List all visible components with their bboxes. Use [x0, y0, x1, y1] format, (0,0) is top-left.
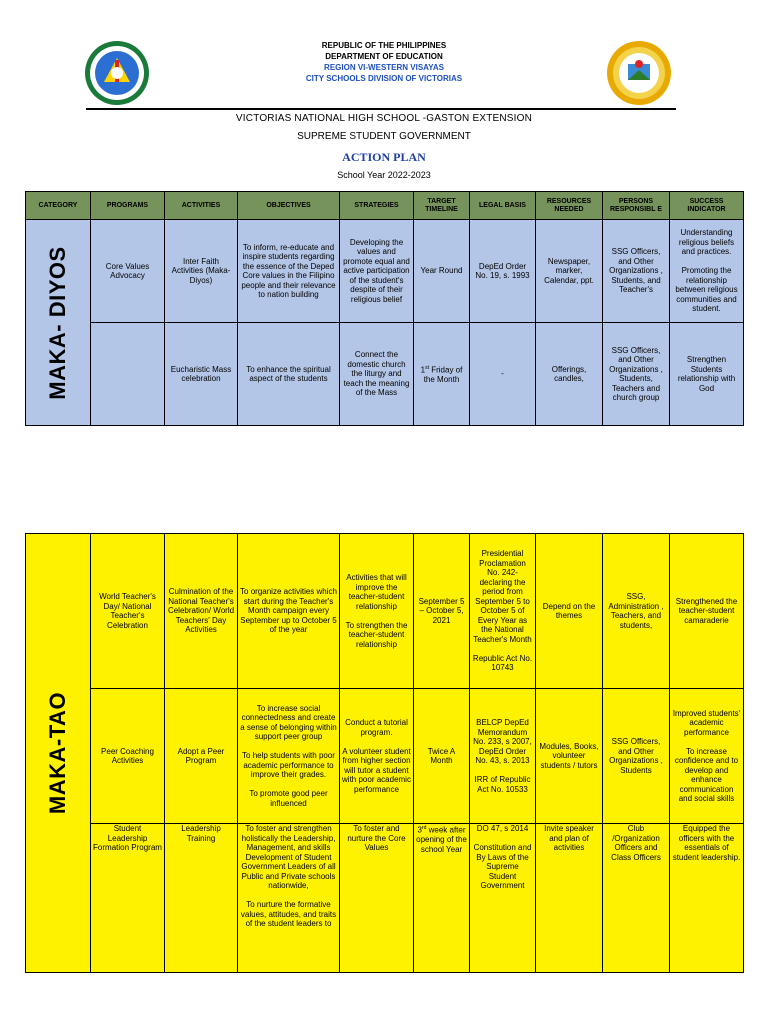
- strategy-cell: To foster and nurture the Core Values: [340, 824, 414, 973]
- maka-tao-table: [25, 533, 744, 973]
- indicator-cell: Strengthen Students relationship with God: [670, 323, 744, 426]
- table-row: [26, 689, 744, 824]
- activity-cell: Leadership Training: [165, 824, 238, 973]
- school-seal-logo: [606, 40, 672, 106]
- timeline-cell: Year Round: [414, 220, 470, 323]
- column-header: TARGET TIMELINE: [414, 192, 470, 220]
- activity-cell: Adopt a Peer Program: [165, 689, 238, 824]
- persons-cell: Club /Organization Officers and Class Officers: [603, 824, 670, 973]
- persons-cell: SSG Officers, and Other Organizations , Students: [603, 689, 670, 824]
- timeline-cell: [414, 824, 470, 973]
- persons-cell: SSG, Administration , Teachers, and students,: [603, 534, 670, 689]
- category-cell: [26, 220, 91, 426]
- column-header: CATEGORY: [26, 192, 91, 220]
- region-line: REGION VI-WESTERN VISAYAS: [324, 63, 444, 72]
- timeline-cell: September 5 – October 5, 2021: [414, 534, 470, 689]
- program-cell: Core Values Advocacy: [91, 220, 165, 323]
- resources-cell: Invite speaker and plan of activities: [536, 824, 603, 973]
- column-header: PERSONS RESPONSIBL E: [603, 192, 670, 220]
- timeline-text: Friday of the Month: [423, 365, 463, 384]
- table-header-row: [26, 192, 744, 220]
- org-name: SUPREME STUDENT GOVERNMENT: [297, 131, 471, 142]
- maka-diyos-table: [25, 191, 744, 426]
- resources-cell: Modules, Books, volunteer students / tutors: [536, 689, 603, 824]
- school-name: VICTORIAS NATIONAL HIGH SCHOOL -GASTON EXTENSION: [235, 113, 533, 124]
- column-header: SUCCESS INDICATOR: [670, 192, 744, 220]
- table-row: [26, 824, 744, 973]
- activity-cell: Inter Faith Activities (Maka-Diyos): [165, 220, 238, 323]
- timeline-cell: [414, 323, 470, 426]
- objective-cell: To organize activities which start during the Teacher's Month campaign every September up to October 5 of the year: [238, 534, 340, 689]
- program-cell: Peer Coaching Activities: [91, 689, 165, 824]
- legal-basis-cell: -: [470, 323, 536, 426]
- division-seal-logo: [84, 40, 150, 106]
- strategy-cell: Connect the domestic church the liturgy and teach the meaning of the Mass: [340, 323, 414, 426]
- resources-cell: Offerings, candles,: [536, 323, 603, 426]
- legal-basis-cell: BELCP DepEd Memorandum No. 233, s 2007, DepEd Order No. 43, s. 2013 IRR of Republic Act No. 10533: [470, 689, 536, 824]
- activity-cell: Culmination of the National Teacher's Celebration/ World Teachers' Day Activities: [165, 534, 238, 689]
- table-row: [26, 323, 744, 426]
- division-line: CITY SCHOOLS DIVISION OF VICTORIAS: [305, 74, 463, 83]
- indicator-cell: Improved students' academic performance To increase confidence and to develop and enhance communication and social skills: [670, 689, 744, 824]
- page-title: ACTION PLAN: [342, 150, 426, 164]
- letterhead: [250, 40, 518, 84]
- category-cell: [26, 534, 91, 973]
- legal-basis-cell: Presidential Proclamation No. 242-declaring the period from September 5 to October 5 of Every Year as the National Teacher's Month Republic Act No. 10743: [470, 534, 536, 689]
- persons-cell: SSG Officers, and Other Organizations , Students, and Teacher's: [603, 220, 670, 323]
- objective-cell: To inform, re-educate and inspire students regarding the essence of the Deped Core values in the Filipino people and their relevance to nation building: [238, 220, 340, 323]
- category-label: MAKA-TAO: [45, 691, 70, 815]
- indicator-cell: Understanding religious beliefs and practices. Promoting the relationship between religious communities and student.: [670, 220, 744, 323]
- department-line: DEPARTMENT OF EDUCATION: [325, 52, 443, 61]
- column-header: LEGAL BASIS: [470, 192, 536, 220]
- strategy-cell: Conduct a tutorial program. A volunteer student from higher section will tutor a student with poor academic performance: [340, 689, 414, 824]
- legal-basis-cell: DO 47, s 2014 Constitution and By Laws of the Supreme Student Government: [470, 824, 536, 973]
- category-label: MAKA- DIYOS: [45, 245, 70, 400]
- strategy-cell: Developing the values and promote equal and active participation of the student's despite of their religious belief: [340, 220, 414, 323]
- timeline-cell: Twice A Month: [414, 689, 470, 824]
- ordinal-suffix: st: [425, 364, 429, 371]
- column-header: RESOURCES NEEDED: [536, 192, 603, 220]
- table-row: [26, 534, 744, 689]
- objective-cell: To increase social connectedness and create a sense of belonging within support peer group To help students with poor academic performance to improve their grades. To promote good peer influenced: [238, 689, 340, 824]
- column-header: PROGRAMS: [91, 192, 165, 220]
- column-header: ACTIVITIES: [165, 192, 238, 220]
- timeline-text: 1: [420, 365, 426, 375]
- school-year: School Year 2022-2023: [337, 170, 431, 180]
- indicator-cell: Strengthened the teacher-student camaraderie: [670, 534, 744, 689]
- ordinal-suffix: rd: [421, 825, 427, 831]
- timeline-text: 3: [417, 825, 422, 835]
- program-cell: Student Leadership Formation Program: [91, 824, 165, 973]
- resources-cell: Depend on the themes: [536, 534, 603, 689]
- program-cell: [91, 323, 165, 426]
- activity-cell: Eucharistic Mass celebration: [165, 323, 238, 426]
- persons-cell: SSG Officers, and Other Organizations , Students, Teachers and church group: [603, 323, 670, 426]
- resources-cell: Newspaper, marker, Calendar, ppt.: [536, 220, 603, 323]
- objective-cell: To foster and strengthen holistically the Leadership, Management, and skills Development of Student Government Leaders of all Public and Private schools nationwide, To nurture the formative values, attitudes, and traits of the student leaders to: [238, 824, 340, 973]
- program-cell: World Teacher's Day/ National Teacher's Celebration: [91, 534, 165, 689]
- column-header: OBJECTIVES: [238, 192, 340, 220]
- indicator-cell: Equipped the officers with the essentials of student leadership.: [670, 824, 744, 973]
- republic-line: REPUBLIC OF THE PHILIPPINES: [321, 41, 447, 50]
- column-header: STRATEGIES: [340, 192, 414, 220]
- legal-basis-cell: DepEd Order No. 19, s. 1993: [470, 220, 536, 323]
- strategy-cell: Activities that will improve the teacher-student relationship To strengthen the teacher-student relationship: [340, 534, 414, 689]
- timeline-text: week after opening of the school Year: [416, 825, 467, 854]
- objective-cell: To enhance the spiritual aspect of the students: [238, 323, 340, 426]
- header-divider: [86, 108, 676, 110]
- table-row: [26, 220, 744, 323]
